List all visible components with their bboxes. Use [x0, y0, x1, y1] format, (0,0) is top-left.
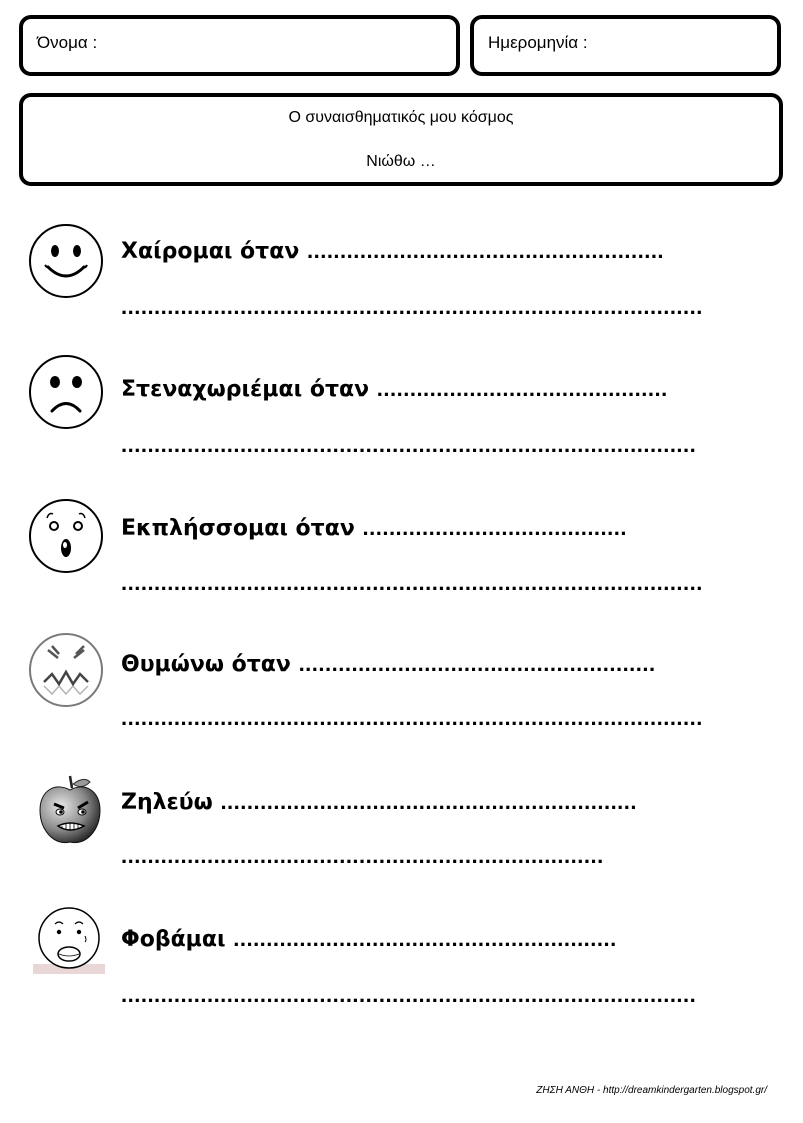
name-label: Όνομα : — [37, 33, 98, 52]
scared-face-icon — [33, 906, 105, 974]
answer-line-happy-2[interactable]: ........................................................................................ — [121, 294, 703, 319]
worksheet-title: Ο συναισθηματικός μου κόσμος — [288, 109, 514, 126]
answer-line-sad-1[interactable]: ............................................ — [376, 376, 668, 401]
jealous-apple-icon — [36, 772, 104, 850]
prompt-surprised-label: Εκπλήσσομαι όταν — [121, 516, 355, 541]
prompt-jealous — [121, 789, 637, 815]
answer-line-happy-1[interactable]: ...................................................... — [306, 238, 665, 263]
title-box — [19, 93, 783, 186]
sad-face-icon — [28, 354, 104, 430]
prompt-sad — [121, 376, 668, 402]
prompt-scared — [121, 926, 617, 952]
prompt-sad-label: Στεναχωριέμαι όταν — [121, 377, 370, 402]
prompt-angry-label: Θυμώνω όταν — [121, 652, 291, 677]
answer-line-jealous-2[interactable]: ......................................................................... — [121, 843, 604, 868]
prompt-scared-label: Φοβάμαι — [121, 927, 226, 952]
answer-line-surprised-1[interactable]: ........................................ — [362, 515, 627, 540]
worksheet-subtitle: Νιώθω … — [366, 153, 436, 170]
answer-line-scared-2[interactable]: ....................................................................................... — [121, 982, 697, 1007]
happy-face-icon — [28, 223, 104, 299]
answer-line-angry-2[interactable]: ........................................................................................ — [121, 705, 703, 730]
answer-line-surprised-2[interactable]: ........................................................................................ — [121, 570, 703, 595]
prompt-happy — [121, 238, 664, 264]
answer-line-jealous-1[interactable]: ............................................................... — [220, 789, 638, 814]
angry-face-icon — [28, 632, 104, 708]
prompt-happy-label: Χαίρομαι όταν — [121, 239, 300, 264]
date-label: Ημερομηνία : — [488, 33, 588, 52]
answer-line-angry-1[interactable]: ...................................................... — [298, 651, 656, 676]
answer-line-sad-2[interactable]: ....................................................................................... — [121, 432, 697, 457]
date-field-box[interactable] — [470, 15, 781, 76]
footer-credit: ΖΗΣΗ ΑΝΘΗ - http://dreamkindergarten.blogspot.gr/ — [536, 1085, 767, 1096]
name-field-box[interactable] — [19, 15, 460, 76]
prompt-surprised — [121, 515, 627, 541]
prompt-angry — [121, 651, 656, 677]
prompt-jealous-label: Ζηλεύω — [121, 790, 213, 815]
answer-line-scared-1[interactable]: .......................................................... — [233, 926, 617, 951]
surprised-face-icon — [28, 498, 104, 574]
